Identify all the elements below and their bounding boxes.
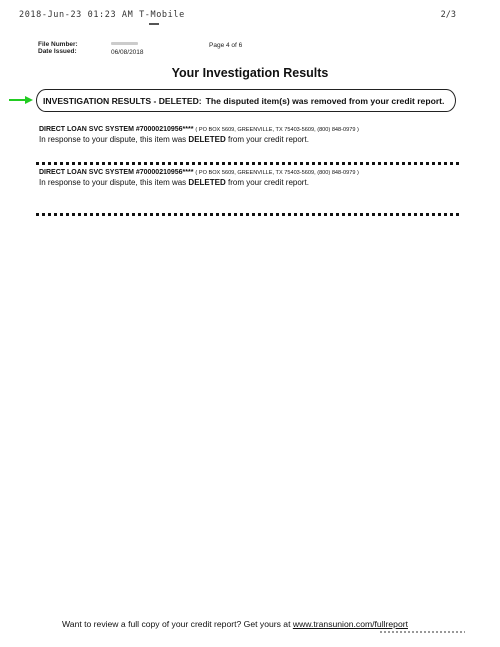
- divider: [36, 213, 460, 216]
- result-status: DELETED: [188, 178, 226, 187]
- list-item: [39, 169, 359, 187]
- account-address: ( PO BOX 5609, GREENVILLE, TX 75403-5609, (800) 848-0979 ): [195, 127, 359, 133]
- result-suffix: from your credit report.: [228, 178, 309, 187]
- account-name: DIRECT LOAN SVC SYSTEM #70000210956****: [39, 169, 194, 176]
- date-issued-value: 06/08/2018: [111, 49, 144, 56]
- account-address: ( PO BOX 5609, GREENVILLE, TX 75403-5609, (800) 848-0979 ): [195, 170, 359, 176]
- footer-text: [62, 619, 408, 629]
- divider: [36, 162, 460, 165]
- banner-message: The disputed item(s) was removed from your credit report.: [205, 95, 445, 106]
- page-number: Page 4 of 6: [209, 42, 243, 49]
- footer-link[interactable]: www.transunion.com/fullreport: [292, 619, 408, 629]
- banner-heading: INVESTIGATION RESULTS - DELETED:: [43, 95, 202, 106]
- list-item: [39, 126, 359, 144]
- result-prefix: In response to your dispute, this item was: [39, 178, 187, 187]
- arrow-right-icon: [8, 95, 34, 105]
- file-number-label: File Number:: [38, 41, 78, 48]
- scan-mark: [149, 23, 159, 25]
- date-issued-label: Date Issued:: [38, 48, 77, 55]
- result-prefix: In response to your dispute, this item was: [39, 135, 187, 144]
- page-title: Your Investigation Results: [171, 66, 329, 80]
- fax-header-stamp: 2018-Jun-23 01:23 AM T-Mobile: [19, 10, 185, 20]
- fax-page-number: 2/3: [440, 10, 456, 20]
- result-status: DELETED: [188, 135, 226, 144]
- account-name: DIRECT LOAN SVC SYSTEM #70000210956****: [39, 126, 194, 133]
- scan-mark: [380, 631, 465, 633]
- investigation-results-banner: [36, 89, 456, 112]
- redacted-file-number: [111, 42, 138, 45]
- footer-prompt: Want to review a full copy of your credit report? Get yours at: [62, 619, 291, 629]
- result-suffix: from your credit report.: [228, 135, 309, 144]
